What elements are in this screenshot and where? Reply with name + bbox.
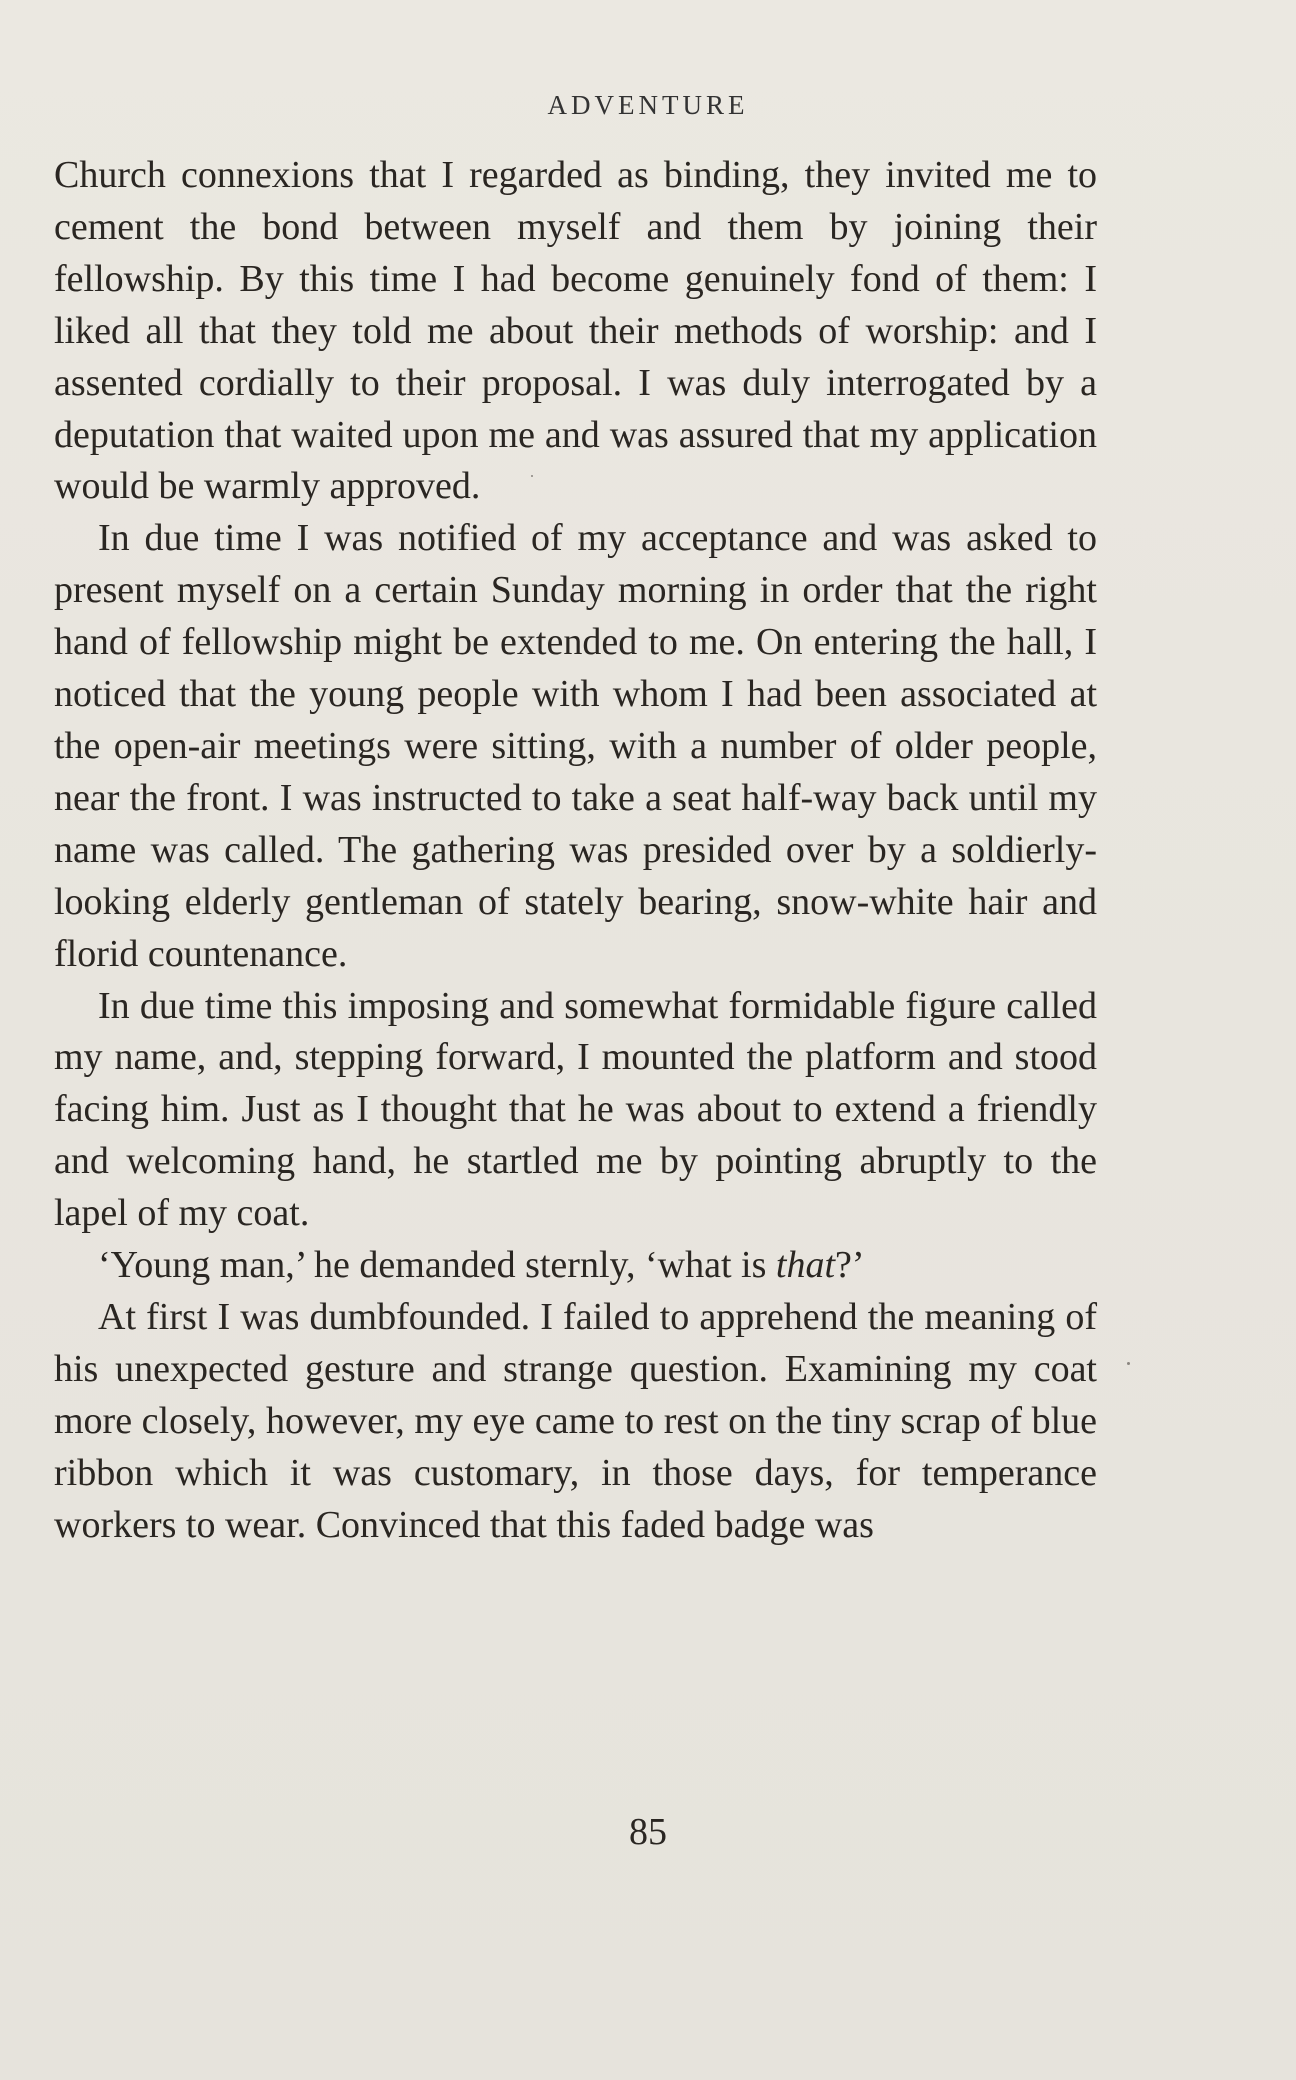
paragraph-acceptance: In due time I was notified of my acceptance and was asked to present myself on a certain Sunday morning in order that the right hand of fellowship might be extended to me. On entering the hall, I noticed that the young people with whom I had been associated at the open-air meetings were sitting, with a number of older people, near the front. I was instructed to take a seat half-way back until my name was called. The gathering was presided over by a soldierly-looking elderly gentleman of stately bearing, snow-white hair and florid countenance. [54,517,1097,975]
paragraph-continuation: Church connexions that I regarded as binding, they invited me to cement the bond between myself and them by joining their fellowship. By this time I had become genuinely fond of them: I liked all that they told me about their methods of worship: and I assented cordially to their proposal. I was duly interrogated by a deputation that waited upon me and was assured that my application would be warmly approved. [54,154,1097,508]
running-head: ADVENTURE [547,90,749,120]
paragraph-platform: In due time this imposing and somewhat formidable figure called my name, and, stepping forward, I mounted the platform and stood facing him. Just as I thought that he was about to extend a friendly and welcoming hand, he startled me by pointing abruptly to the lapel of my coat. [54,984,1097,1235]
body-text [54,150,1097,1551]
dialogue-emphasis: that [775,1244,836,1287]
page-number: 85 [629,1811,667,1853]
dialogue-line [54,1240,1097,1292]
paper-speck [531,475,533,477]
paragraph-ribbon: At first I was dumbfounded. I failed to apprehend the meaning of his unexpected gesture and strange question. Examining my coat more closely, however, my eye came to rest on the tiny scrap of blue ribbon which it was customary, in those days, for temperance workers to wear. Convinced that this faded badge was [54,1295,1097,1546]
dialogue-before: ‘Young man,’ he demanded sternly, ‘what is [98,1244,776,1287]
paper-speck [1127,1362,1130,1365]
dialogue-after: ?’ [835,1244,865,1287]
